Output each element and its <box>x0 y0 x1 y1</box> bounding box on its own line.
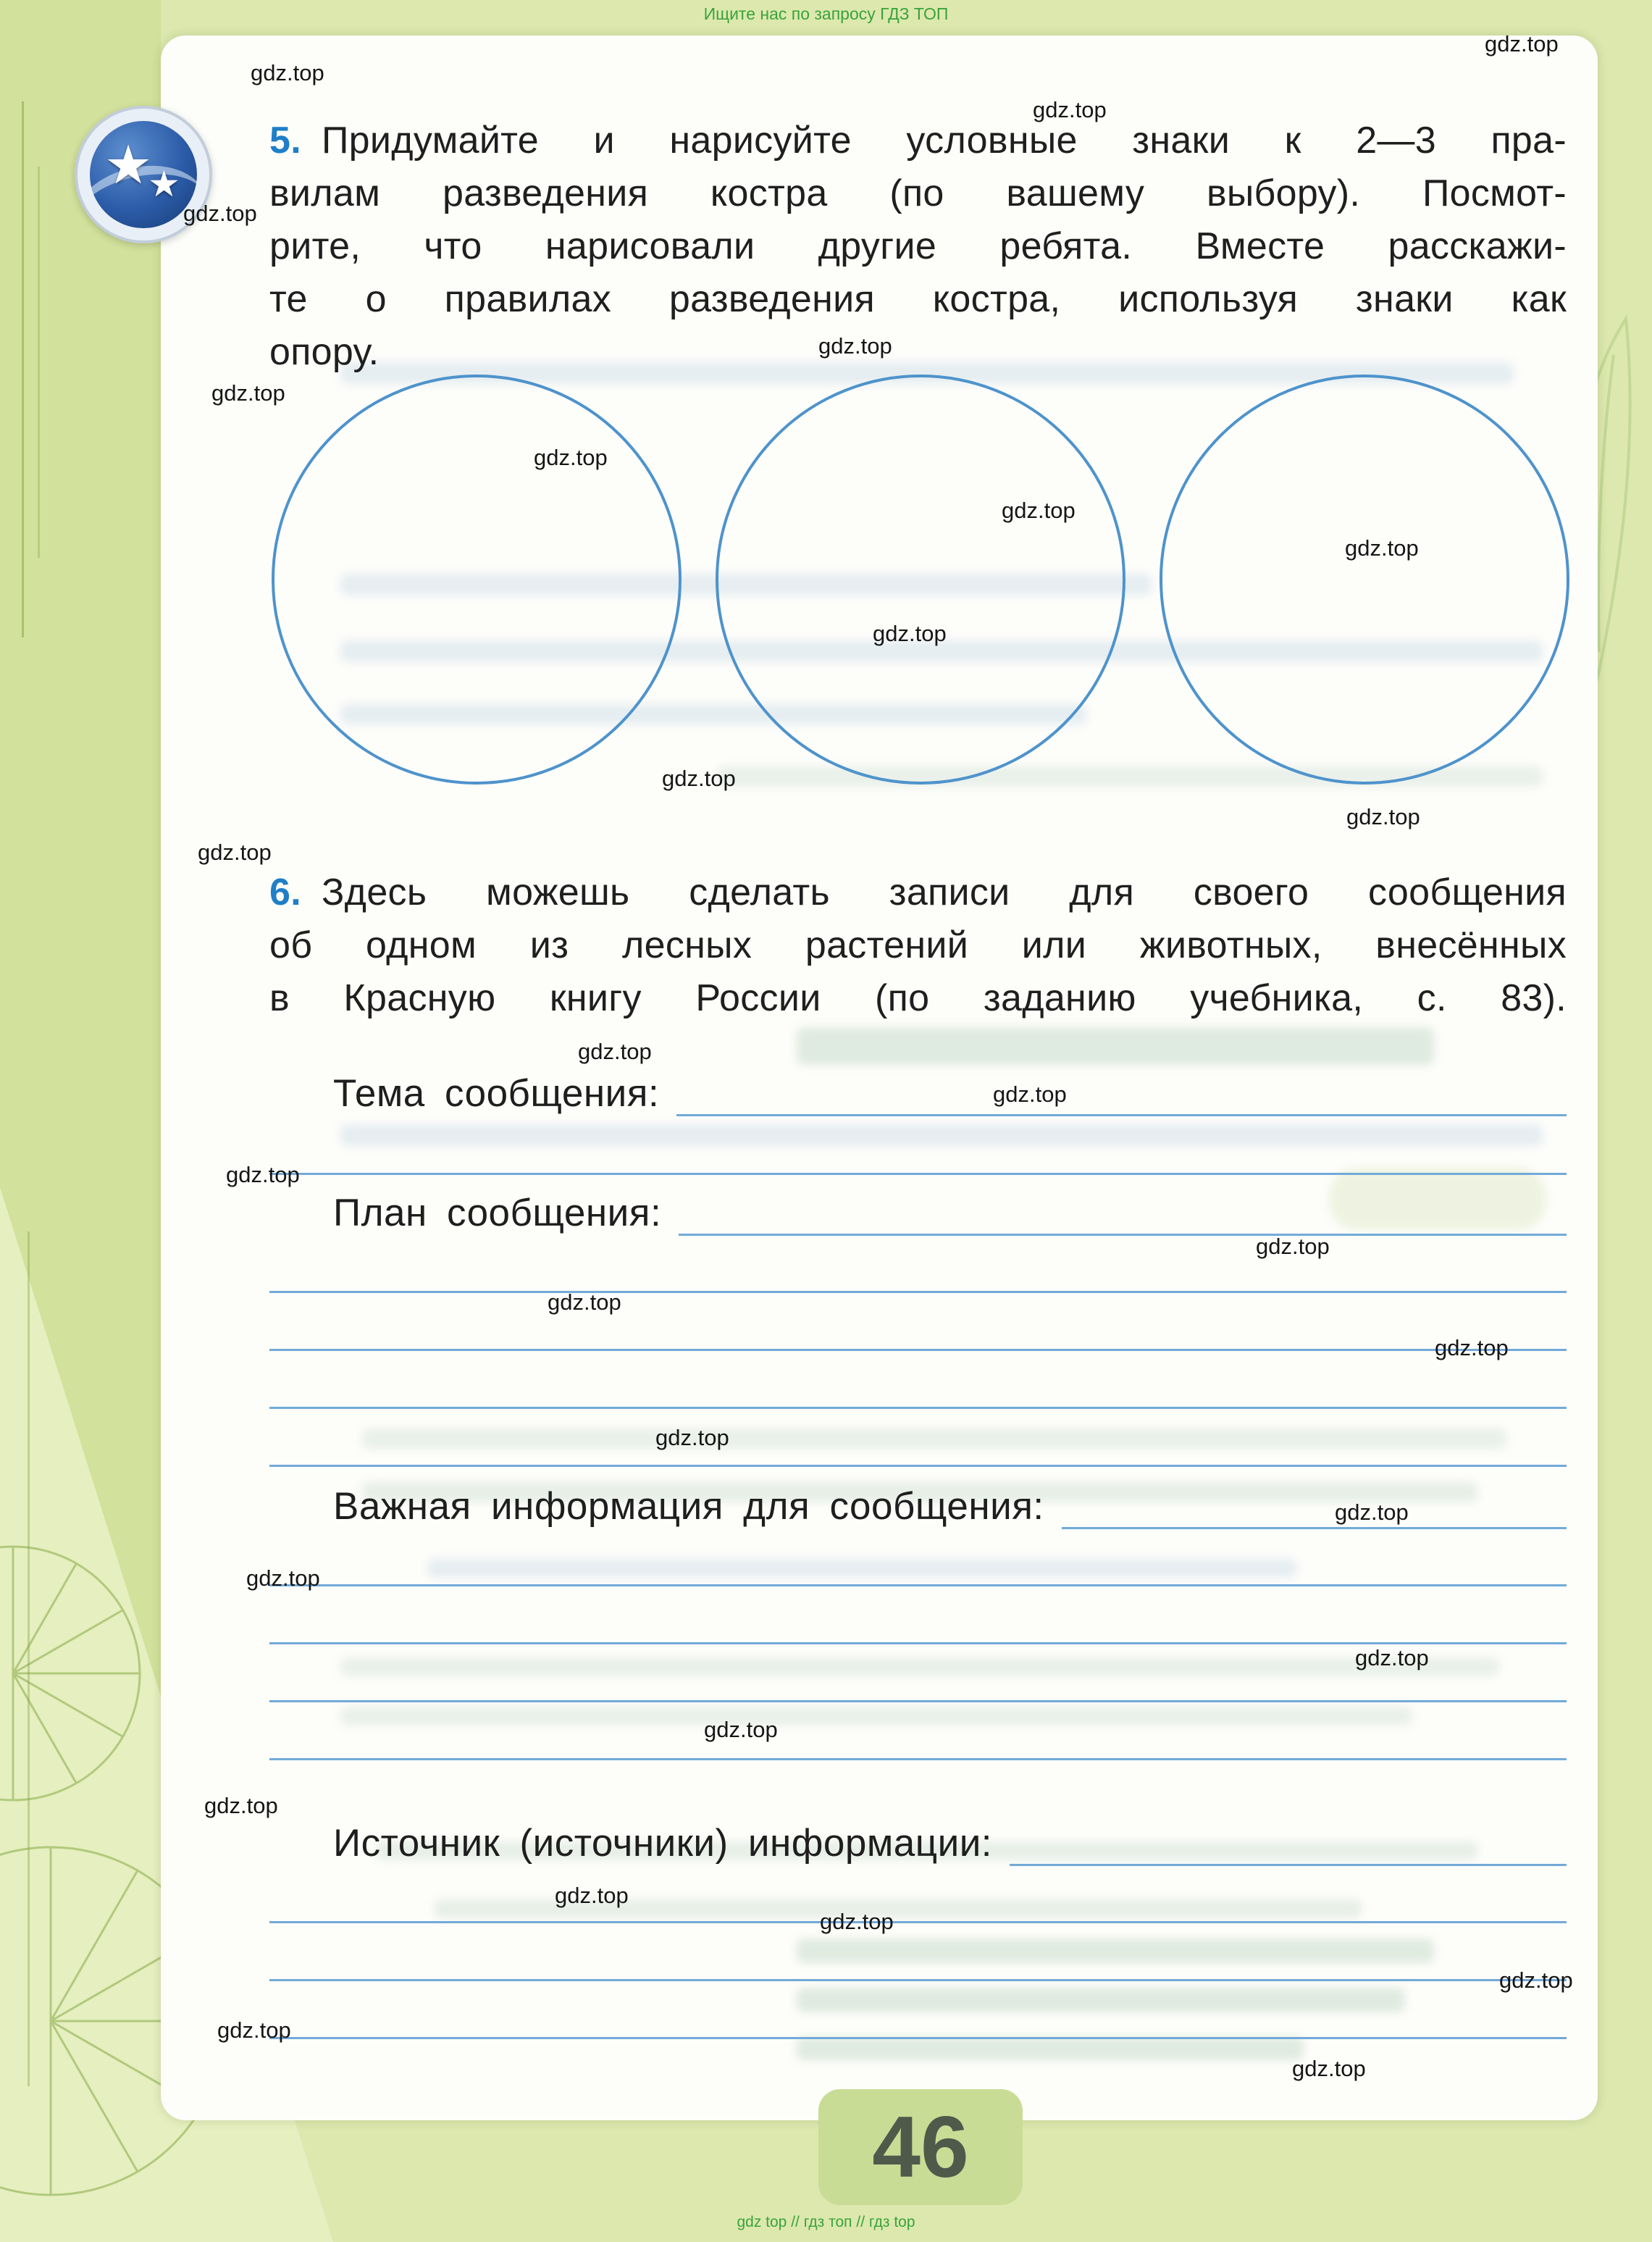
star-icon: ★ <box>104 135 153 195</box>
watermark: gdz.top <box>1002 498 1076 523</box>
fire-rule-sign-circle-2 <box>716 375 1125 785</box>
write-line <box>269 1173 1567 1175</box>
watermark: gdz.top <box>1335 1499 1409 1525</box>
source-row <box>333 1820 1567 1866</box>
watermark: gdz.top <box>548 1289 621 1315</box>
ghost-text-artifact <box>340 1657 1499 1676</box>
task-5 <box>269 114 1567 379</box>
write-line <box>269 1291 1567 1293</box>
ghost-text-artifact <box>340 1124 1543 1146</box>
watermark: gdz.top <box>818 333 892 359</box>
task-6-line <box>269 866 1567 919</box>
write-line <box>1010 1824 1567 1866</box>
task-5-line: вилам разведения костра (по вашему выбору). Посмот- <box>269 172 1567 214</box>
source-label: Источник (источники) информации: <box>333 1822 993 1865</box>
watermark: gdz.top <box>662 766 736 791</box>
ghost-text-artifact <box>362 1429 1506 1449</box>
watermark: gdz.top <box>1033 97 1107 122</box>
watermark: gdz.top <box>1499 1967 1573 1993</box>
watermark: gdz.top <box>1292 2056 1366 2081</box>
watermark: gdz.top <box>555 1883 629 1908</box>
write-line <box>269 1700 1567 1702</box>
page-number: 46 <box>872 2099 969 2196</box>
stars-badge-icon <box>90 121 197 228</box>
write-line <box>269 1921 1567 1923</box>
topic-row <box>333 1070 1567 1116</box>
watermark: gdz.top <box>246 1565 320 1591</box>
task-5-line <box>269 114 1567 167</box>
write-line <box>676 1074 1567 1116</box>
margin-line-decoration <box>38 167 40 558</box>
watermark: gdz.top <box>534 445 608 470</box>
watermark: gdz.top <box>183 201 257 226</box>
watermark: gdz.top <box>211 380 285 406</box>
topic-label: Тема сообщения: <box>333 1072 660 1115</box>
watermark: gdz.top <box>1346 804 1420 829</box>
watermark: gdz.top <box>1435 1335 1509 1360</box>
watermark: gdz.top <box>704 1717 778 1742</box>
watermark: gdz.top <box>655 1425 729 1450</box>
write-line <box>269 1349 1567 1351</box>
watermark: gdz.top <box>578 1039 652 1064</box>
write-line <box>269 1979 1567 1981</box>
star-icon: ★ <box>148 164 180 204</box>
ghost-text-artifact <box>797 2037 1304 2060</box>
task-6-line: об одном из лесных растений или животных, внесённых <box>269 924 1567 966</box>
page-number-tab <box>818 2089 1023 2205</box>
watermark: gdz.top <box>1345 535 1419 561</box>
important-info-label: Важная информация для сообщения: <box>333 1485 1044 1528</box>
task-5-line: опору. <box>269 331 380 373</box>
write-line <box>269 2037 1567 2039</box>
plan-label: План сообщения: <box>333 1192 662 1234</box>
task-5-text: Придумайте и нарисуйте условные знаки к 2—3 пра- <box>321 120 1567 162</box>
fire-rule-sign-circle-1 <box>272 375 682 785</box>
watermark: gdz.top <box>204 1793 278 1818</box>
ghost-text-artifact <box>427 1559 1296 1578</box>
watermark: gdz.top <box>217 2017 291 2043</box>
write-line <box>679 1194 1567 1236</box>
write-line <box>269 1584 1567 1586</box>
write-line <box>269 1465 1567 1467</box>
write-line <box>269 1758 1567 1760</box>
write-line <box>269 1642 1567 1644</box>
margin-line-decoration <box>22 101 24 637</box>
ghost-text-artifact <box>797 1938 1434 1963</box>
watermark: gdz.top <box>226 1162 300 1187</box>
task-5-line: рите, что нарисовали другие ребята. Вместе расскажи- <box>269 225 1567 267</box>
task-5-line: те о правилах разведения костра, используя знаки как <box>269 278 1567 320</box>
plan-row <box>333 1189 1567 1236</box>
ghost-text-artifact <box>797 1988 1405 2012</box>
task-5-number: 5. <box>269 120 301 162</box>
task-6 <box>269 866 1567 1025</box>
write-line <box>269 1407 1567 1409</box>
fire-rule-sign-circle-3 <box>1160 375 1569 785</box>
write-line <box>1062 1487 1567 1529</box>
ghost-text-artifact <box>797 1027 1434 1065</box>
watermark: gdz.top <box>251 60 324 85</box>
watermark: gdz.top <box>993 1082 1067 1107</box>
watermark: gdz.top <box>1485 31 1559 57</box>
watermark: gdz.top <box>198 840 272 865</box>
watermark: gdz.top <box>1256 1234 1330 1259</box>
watermark: gdz.top <box>873 621 947 646</box>
task-6-number: 6. <box>269 871 301 913</box>
footer-watermark: gdz top // гдз топ // гдз top <box>737 2214 915 2230</box>
task-6-line: в Красную книгу России (по заданию учебника, с. 83). <box>269 977 1567 1019</box>
watermark: gdz.top <box>1355 1645 1429 1670</box>
ghost-text-artifact <box>340 1707 1412 1726</box>
promo-banner: Ищите нас по запросу ГДЗ ТОП <box>703 4 949 23</box>
task-6-text: Здесь можешь сделать записи для своего сообщения <box>321 871 1567 913</box>
watermark: gdz.top <box>820 1909 894 1934</box>
